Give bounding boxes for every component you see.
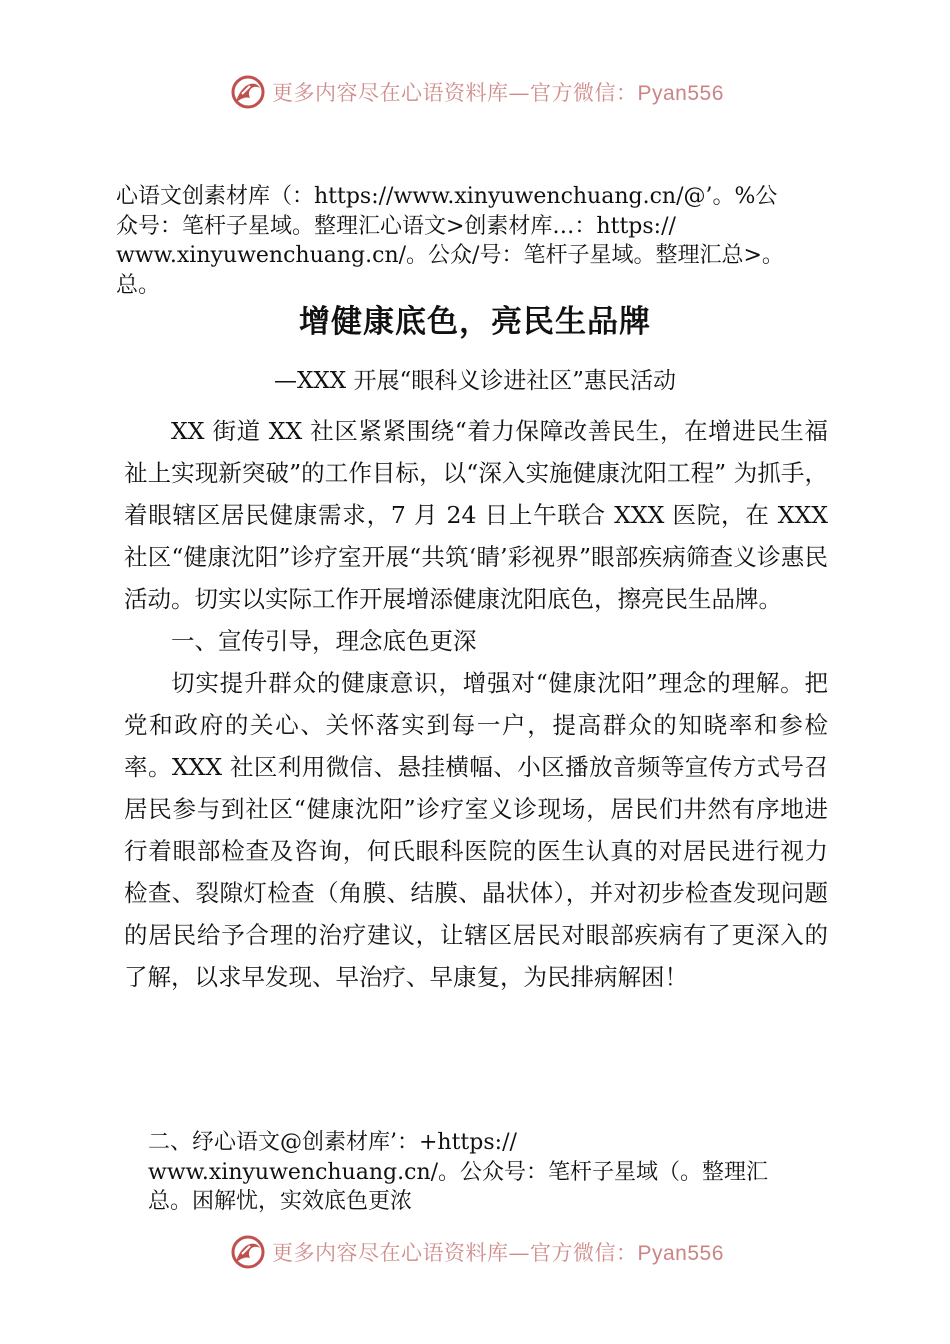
section-heading: 一、宣传引导，理念底色更深 (171, 627, 477, 655)
watermark-text: 更多内容尽在心语资料库—官方微信：Pyan556 (272, 81, 724, 105)
footer-note-line: 二、纾心语文@创素材库’：+https:// (148, 1130, 517, 1155)
document-body (124, 410, 828, 998)
watermark-text: 更多内容尽在心语资料库—官方微信：Pyan556 (272, 1241, 724, 1265)
footer-note-line: 总。困解忧，实效底色更浓 (148, 1189, 413, 1214)
header-note-line: 心语文创素材库（：https://www.xinyuwenchuang.cn/@’。%公 (116, 184, 778, 209)
watermark-banner-bottom (0, 1232, 950, 1272)
header-note-line: 总。 (116, 272, 161, 298)
header-note (116, 182, 828, 300)
document-subtitle: —XXX 开展“眼科义诊进社区”惠民活动 (274, 368, 676, 394)
watermark-banner-top (0, 72, 950, 112)
document-title: 增健康底色，亮民生品牌 (299, 304, 651, 340)
body-paragraph: XX 街道 XX 社区紧紧围绕“着力保障改善民生，在增进民生福祉上实现新突破”的工作目标，以“深入实施健康沈阳工程” 为抓手，着眼辖区居民健康需求，7 月 24 日上午联合 XXX 医院，在 XXX 社区“健康沈阳”诊疗室开展“共筑‘睛’彩视界”眼部疾病筛查义诊惠民活动。切实以实际工作开展增添健康沈阳底色，擦亮民生品牌。 (124, 417, 828, 613)
body-paragraph: 切实提升群众的健康意识，增强对“健康沈阳”理念的理解。把党和政府的关心、关怀落实到每一户，提高群众的知晓率和参检率。XXX 社区利用微信、悬挂横幅、小区播放音频等宣传方式号召居民参与到社区“健康沈阳”诊疗室义诊现场，居民们井然有序地进行着眼部检查及咨询，何氏眼科医院的医生认真的对居民进行视力检查、裂隙灯检查（角膜、结膜、晶状体），并对初步检查发现问题的居民给予合理的治疗建议，让辖区居民对眼部疾病有了更深入的了解，以求早发现、早治疗、早康复，为民排病解困！ (124, 669, 828, 991)
swirl-logo-icon (228, 72, 268, 112)
header-note-line: 众号：笔杆子星域。整理汇心语文>创素材库…：https:// (116, 213, 676, 239)
footer-note-line: www.xinyuwenchuang.cn/。公众号：笔杆子星域（。整理汇 (148, 1159, 769, 1185)
swirl-logo-icon (228, 1232, 268, 1272)
header-note-line: www.xinyuwenchuang.cn/。公众/号：笔杆子星域。整理汇总>。 (116, 243, 784, 268)
footer-note (148, 1128, 818, 1217)
